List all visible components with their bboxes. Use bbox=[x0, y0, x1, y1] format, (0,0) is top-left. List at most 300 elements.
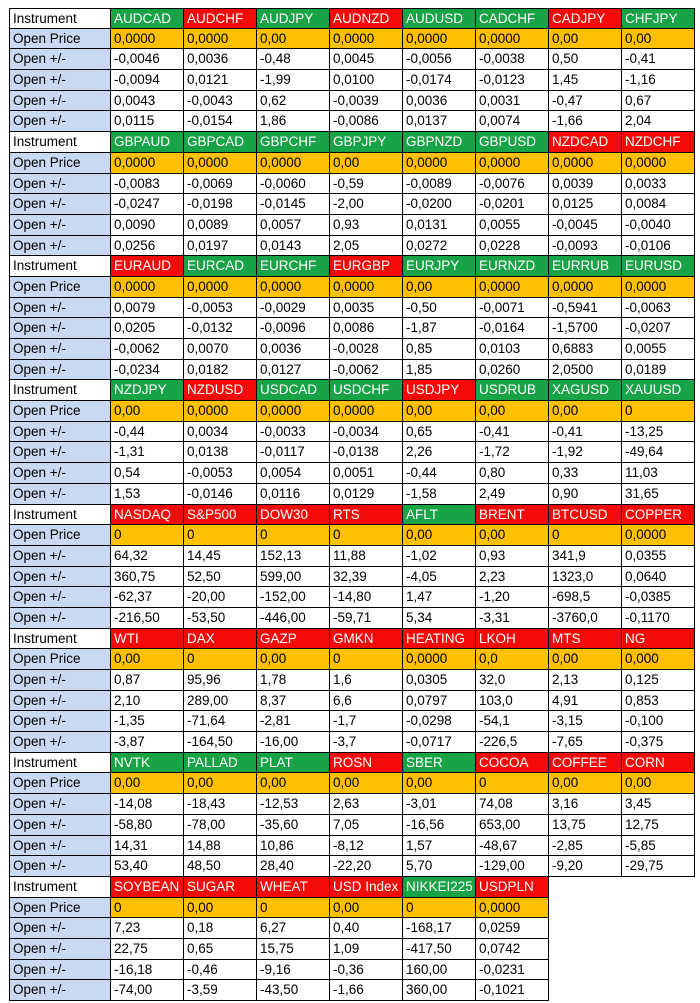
change-value: 360,00 bbox=[403, 980, 476, 1001]
change-label: Open +/- bbox=[9, 815, 111, 836]
change-value: -168,17 bbox=[403, 918, 476, 939]
change-value: -49,64 bbox=[622, 442, 695, 463]
change-value: 0,0355 bbox=[622, 546, 695, 567]
change-value: 0,0137 bbox=[403, 111, 476, 132]
change-label: Open +/- bbox=[9, 608, 111, 629]
change-label: Open +/- bbox=[9, 70, 111, 91]
open-price-value: 0,00 bbox=[257, 649, 330, 670]
open-price-value: 0,0000 bbox=[403, 29, 476, 50]
open-price-value: 0 bbox=[622, 401, 695, 422]
change-label: Open +/- bbox=[9, 236, 111, 257]
change-label: Open +/- bbox=[9, 546, 111, 567]
change-value: 1,45 bbox=[549, 70, 622, 91]
change-value: 14,88 bbox=[184, 836, 257, 857]
change-value: -446,00 bbox=[257, 608, 330, 629]
change-value: 0,0182 bbox=[184, 360, 257, 381]
change-label: Open +/- bbox=[9, 732, 111, 753]
instrument-label: Instrument bbox=[9, 380, 111, 401]
instrument-symbol: CADCHF bbox=[476, 8, 549, 29]
change-label: Open +/- bbox=[9, 442, 111, 463]
change-value: 0,0205 bbox=[111, 318, 184, 339]
instrument-symbol: GBPCHF bbox=[257, 132, 330, 153]
change-value: -0,0056 bbox=[403, 49, 476, 70]
change-value: -3760,0 bbox=[549, 608, 622, 629]
change-value: 103,0 bbox=[476, 691, 549, 712]
change-value: -0,0089 bbox=[403, 174, 476, 195]
change-value: -0,0106 bbox=[622, 236, 695, 257]
change-value: -0,375 bbox=[622, 732, 695, 753]
change-label: Open +/- bbox=[9, 484, 111, 505]
change-value: 0,80 bbox=[476, 463, 549, 484]
open-price-value: 0,0000 bbox=[184, 277, 257, 298]
instrument-label: Instrument bbox=[9, 505, 111, 526]
open-price-label: Open Price bbox=[9, 153, 111, 174]
change-value: -216,50 bbox=[111, 608, 184, 629]
change-value: -0,0117 bbox=[257, 442, 330, 463]
change-value: -14,80 bbox=[330, 587, 403, 608]
change-value: 15,75 bbox=[257, 939, 330, 960]
instrument-label: Instrument bbox=[9, 132, 111, 153]
change-label: Open +/- bbox=[9, 711, 111, 732]
change-value: 7,23 bbox=[111, 918, 184, 939]
change-label: Open +/- bbox=[9, 215, 111, 236]
instrument-symbol: CADJPY bbox=[549, 8, 622, 29]
change-value: -0,0062 bbox=[330, 360, 403, 381]
change-value: -4,05 bbox=[403, 567, 476, 588]
open-price-value: 0 bbox=[184, 525, 257, 546]
change-value: -0,0231 bbox=[476, 960, 549, 981]
change-value: 152,13 bbox=[257, 546, 330, 567]
change-value: 11,88 bbox=[330, 546, 403, 567]
open-price-value: 0,00 bbox=[403, 773, 476, 794]
change-value: -1,31 bbox=[111, 442, 184, 463]
change-value: -0,0201 bbox=[476, 194, 549, 215]
open-price-label: Open Price bbox=[9, 401, 111, 422]
change-value: -1,20 bbox=[476, 587, 549, 608]
change-value: -0,0207 bbox=[622, 318, 695, 339]
change-value: 0,0036 bbox=[403, 91, 476, 112]
change-value: -16,18 bbox=[111, 960, 184, 981]
change-value: 0,0259 bbox=[476, 918, 549, 939]
change-value: 1,78 bbox=[257, 670, 330, 691]
change-value: 64,32 bbox=[111, 546, 184, 567]
change-value: 341,9 bbox=[549, 546, 622, 567]
change-value: -0,0138 bbox=[330, 442, 403, 463]
change-value: 13,75 bbox=[549, 815, 622, 836]
instrument-symbol: USDCHF bbox=[330, 380, 403, 401]
instrument-symbol: COFFEE bbox=[549, 753, 622, 774]
open-price-value: 0,0000 bbox=[403, 649, 476, 670]
change-value: 7,05 bbox=[330, 815, 403, 836]
change-value: -1,72 bbox=[476, 442, 549, 463]
change-value: -0,0029 bbox=[257, 298, 330, 319]
change-value: -0,0069 bbox=[184, 174, 257, 195]
change-label: Open +/- bbox=[9, 856, 111, 877]
open-price-value: 0,00 bbox=[257, 773, 330, 794]
instrument-symbol: GMKN bbox=[330, 629, 403, 650]
change-label: Open +/- bbox=[9, 587, 111, 608]
instrument-symbol: CORN bbox=[622, 753, 695, 774]
open-price-value: 0,0000 bbox=[476, 898, 549, 919]
open-price-value: 0,00 bbox=[184, 898, 257, 919]
instrument-symbol: WHEAT bbox=[257, 877, 330, 898]
change-value: 10,86 bbox=[257, 836, 330, 857]
change-value: 2,63 bbox=[330, 794, 403, 815]
change-label: Open +/- bbox=[9, 111, 111, 132]
instrument-symbol: GAZP bbox=[257, 629, 330, 650]
open-price-value: 0,00 bbox=[111, 773, 184, 794]
change-value: 0,65 bbox=[184, 939, 257, 960]
change-value: 289,00 bbox=[184, 691, 257, 712]
open-price-value: 0,00 bbox=[549, 29, 622, 50]
change-value: 2,04 bbox=[622, 111, 695, 132]
open-price-value: 0,0000 bbox=[111, 277, 184, 298]
change-value: 74,08 bbox=[476, 794, 549, 815]
instrument-symbol: HEATING bbox=[403, 629, 476, 650]
change-value: -3,87 bbox=[111, 732, 184, 753]
change-value: -0,48 bbox=[257, 49, 330, 70]
change-value: 95,96 bbox=[184, 670, 257, 691]
change-value: -54,1 bbox=[476, 711, 549, 732]
change-value: -0,0385 bbox=[622, 587, 695, 608]
empty-cell bbox=[622, 960, 695, 981]
change-label: Open +/- bbox=[9, 463, 111, 484]
change-value: 0,0036 bbox=[184, 49, 257, 70]
change-value: 0,0305 bbox=[403, 670, 476, 691]
change-value: 1,57 bbox=[403, 836, 476, 857]
change-value: -0,0045 bbox=[549, 215, 622, 236]
instrument-symbol: NVTK bbox=[111, 753, 184, 774]
change-value: 0,0115 bbox=[111, 111, 184, 132]
change-label: Open +/- bbox=[9, 691, 111, 712]
instrument-symbol: PLAT bbox=[257, 753, 330, 774]
open-price-value: 0,0000 bbox=[111, 153, 184, 174]
change-value: -0,0039 bbox=[330, 91, 403, 112]
change-value: 0,0074 bbox=[476, 111, 549, 132]
instrument-symbol: WTI bbox=[111, 629, 184, 650]
open-price-value: 0,0000 bbox=[184, 401, 257, 422]
change-value: -226,5 bbox=[476, 732, 549, 753]
change-value: 0,0043 bbox=[111, 91, 184, 112]
change-value: 0,0131 bbox=[403, 215, 476, 236]
change-value: -9,20 bbox=[549, 856, 622, 877]
change-value: 160,00 bbox=[403, 960, 476, 981]
change-label: Open +/- bbox=[9, 49, 111, 70]
change-value: 3,45 bbox=[622, 794, 695, 815]
change-value: -9,16 bbox=[257, 960, 330, 981]
change-value: -0,0076 bbox=[476, 174, 549, 195]
open-price-value: 0,00 bbox=[622, 29, 695, 50]
instrument-symbol: NZDCAD bbox=[549, 132, 622, 153]
change-value: 0,93 bbox=[476, 546, 549, 567]
instrument-symbol: NZDCHF bbox=[622, 132, 695, 153]
instrument-symbol: XAUUSD bbox=[622, 380, 695, 401]
instrument-symbol: BTCUSD bbox=[549, 505, 622, 526]
change-value: 12,75 bbox=[622, 815, 695, 836]
change-value: 0,33 bbox=[549, 463, 622, 484]
change-value: 1,85 bbox=[403, 360, 476, 381]
change-value: 0,0054 bbox=[257, 463, 330, 484]
instrument-symbol: BRENT bbox=[476, 505, 549, 526]
change-value: 0,0079 bbox=[111, 298, 184, 319]
open-price-value: 0,00 bbox=[111, 649, 184, 670]
change-value: 0,0057 bbox=[257, 215, 330, 236]
change-value: -0,0083 bbox=[111, 174, 184, 195]
change-value: -1,02 bbox=[403, 546, 476, 567]
change-value: -78,00 bbox=[184, 815, 257, 836]
change-value: 0,0039 bbox=[549, 174, 622, 195]
instrument-symbol: USD Index bbox=[330, 877, 403, 898]
change-value: -0,5941 bbox=[549, 298, 622, 319]
change-value: -16,56 bbox=[403, 815, 476, 836]
open-price-label: Open Price bbox=[9, 277, 111, 298]
open-price-value: 0,0000 bbox=[476, 153, 549, 174]
change-value: 0,0086 bbox=[330, 318, 403, 339]
change-value: -59,71 bbox=[330, 608, 403, 629]
change-value: -0,0086 bbox=[330, 111, 403, 132]
open-price-value: 0,00 bbox=[330, 773, 403, 794]
open-price-label: Open Price bbox=[9, 649, 111, 670]
change-value: 1,53 bbox=[111, 484, 184, 505]
change-value: -3,59 bbox=[184, 980, 257, 1001]
change-label: Open +/- bbox=[9, 318, 111, 339]
change-value: -53,50 bbox=[184, 608, 257, 629]
change-value: 0,0129 bbox=[330, 484, 403, 505]
instrument-label: Instrument bbox=[9, 629, 111, 650]
empty-cell bbox=[549, 939, 622, 960]
change-label: Open +/- bbox=[9, 91, 111, 112]
change-label: Open +/- bbox=[9, 567, 111, 588]
open-price-value: 0,0000 bbox=[257, 153, 330, 174]
change-value: -0,0096 bbox=[257, 318, 330, 339]
open-price-value: 0 bbox=[184, 649, 257, 670]
change-value: -1,66 bbox=[330, 980, 403, 1001]
change-value: 0,0090 bbox=[111, 215, 184, 236]
change-value: -1,16 bbox=[622, 70, 695, 91]
change-value: 0,125 bbox=[622, 670, 695, 691]
instrument-symbol: S&P500 bbox=[184, 505, 257, 526]
change-value: -0,0040 bbox=[622, 215, 695, 236]
change-value: -0,0123 bbox=[476, 70, 549, 91]
change-value: -16,00 bbox=[257, 732, 330, 753]
change-value: 0,0116 bbox=[257, 484, 330, 505]
change-value: -1,5700 bbox=[549, 318, 622, 339]
change-value: -0,0053 bbox=[184, 463, 257, 484]
change-value: 0,0051 bbox=[330, 463, 403, 484]
open-price-value: 0 bbox=[257, 525, 330, 546]
change-value: -71,64 bbox=[184, 711, 257, 732]
open-price-value: 0,00 bbox=[403, 277, 476, 298]
change-value: 3,16 bbox=[549, 794, 622, 815]
change-value: 0,0055 bbox=[622, 339, 695, 360]
change-value: -0,0038 bbox=[476, 49, 549, 70]
change-value: 0,6883 bbox=[549, 339, 622, 360]
open-price-value: 0,00 bbox=[330, 153, 403, 174]
change-value: 0,0031 bbox=[476, 91, 549, 112]
instrument-symbol: SOYBEAN bbox=[111, 877, 184, 898]
open-price-value: 0,0000 bbox=[330, 29, 403, 50]
open-price-value: 0,00 bbox=[476, 401, 549, 422]
change-value: -1,92 bbox=[549, 442, 622, 463]
open-price-value: 0,00 bbox=[111, 401, 184, 422]
change-value: 0,0035 bbox=[330, 298, 403, 319]
instrument-symbol: AUDUSD bbox=[403, 8, 476, 29]
instrument-symbol: MTS bbox=[549, 629, 622, 650]
change-value: 1323,0 bbox=[549, 567, 622, 588]
change-value: 2,10 bbox=[111, 691, 184, 712]
change-value: 53,40 bbox=[111, 856, 184, 877]
change-value: 0,87 bbox=[111, 670, 184, 691]
change-label: Open +/- bbox=[9, 174, 111, 195]
change-value: 0,0033 bbox=[622, 174, 695, 195]
change-value: 0,54 bbox=[111, 463, 184, 484]
change-value: -1,87 bbox=[403, 318, 476, 339]
open-price-value: 0 bbox=[476, 773, 549, 794]
change-value: -698,5 bbox=[549, 587, 622, 608]
change-value: -0,0060 bbox=[257, 174, 330, 195]
change-value: 1,86 bbox=[257, 111, 330, 132]
open-price-value: 0 bbox=[403, 898, 476, 919]
open-price-value: 0,00 bbox=[257, 29, 330, 50]
open-price-value: 0 bbox=[111, 525, 184, 546]
change-value: -0,41 bbox=[476, 422, 549, 443]
change-value: 8,37 bbox=[257, 691, 330, 712]
change-value: -8,12 bbox=[330, 836, 403, 857]
change-value: -1,66 bbox=[549, 111, 622, 132]
change-value: 0,0197 bbox=[184, 236, 257, 257]
open-price-value: 0,0000 bbox=[257, 401, 330, 422]
instrument-symbol: EURCHF bbox=[257, 256, 330, 277]
change-value: -7,65 bbox=[549, 732, 622, 753]
change-value: 360,75 bbox=[111, 567, 184, 588]
instrument-label: Instrument bbox=[9, 256, 111, 277]
instrument-symbol: EURUSD bbox=[622, 256, 695, 277]
change-value: 0,0089 bbox=[184, 215, 257, 236]
change-value: 0,85 bbox=[403, 339, 476, 360]
change-value: 0,0797 bbox=[403, 691, 476, 712]
change-label: Open +/- bbox=[9, 339, 111, 360]
instrument-symbol: GBPCAD bbox=[184, 132, 257, 153]
change-value: 31,65 bbox=[622, 484, 695, 505]
change-value: 4,91 bbox=[549, 691, 622, 712]
instrument-symbol: EURCAD bbox=[184, 256, 257, 277]
change-value: -35,60 bbox=[257, 815, 330, 836]
instrument-symbol: GBPJPY bbox=[330, 132, 403, 153]
change-value: -0,0062 bbox=[111, 339, 184, 360]
empty-cell bbox=[549, 980, 622, 1001]
change-value: -0,0034 bbox=[330, 422, 403, 443]
change-value: -0,46 bbox=[184, 960, 257, 981]
instrument-label: Instrument bbox=[9, 877, 111, 898]
open-price-value: 0,0000 bbox=[476, 29, 549, 50]
open-price-value: 0,0000 bbox=[549, 277, 622, 298]
change-value: 0,0125 bbox=[549, 194, 622, 215]
instruments-table bbox=[9, 8, 695, 1001]
change-value: -152,00 bbox=[257, 587, 330, 608]
instrument-label: Instrument bbox=[9, 753, 111, 774]
change-value: -12,53 bbox=[257, 794, 330, 815]
change-value: 6,6 bbox=[330, 691, 403, 712]
change-value: -0,0028 bbox=[330, 339, 403, 360]
change-label: Open +/- bbox=[9, 980, 111, 1001]
instrument-symbol: GBPUSD bbox=[476, 132, 549, 153]
change-value: -3,7 bbox=[330, 732, 403, 753]
instrument-symbol: NASDAQ bbox=[111, 505, 184, 526]
open-price-value: 0,00 bbox=[403, 401, 476, 422]
change-value: -0,0174 bbox=[403, 70, 476, 91]
open-price-value: 0,0000 bbox=[622, 525, 695, 546]
instrument-symbol: ROSN bbox=[330, 753, 403, 774]
change-value: -58,80 bbox=[111, 815, 184, 836]
open-price-value: 0,00 bbox=[549, 773, 622, 794]
change-value: 653,00 bbox=[476, 815, 549, 836]
instrument-symbol: COPPER bbox=[622, 505, 695, 526]
change-value: -129,00 bbox=[476, 856, 549, 877]
change-value: 0,62 bbox=[257, 91, 330, 112]
change-value: -0,41 bbox=[622, 49, 695, 70]
change-value: -74,00 bbox=[111, 980, 184, 1001]
change-value: 52,50 bbox=[184, 567, 257, 588]
change-value: 0,0143 bbox=[257, 236, 330, 257]
instrument-symbol: GBPAUD bbox=[111, 132, 184, 153]
change-value: -0,0053 bbox=[184, 298, 257, 319]
change-value: 0,93 bbox=[330, 215, 403, 236]
instrument-symbol: DAX bbox=[184, 629, 257, 650]
instrument-symbol: AUDCAD bbox=[111, 8, 184, 29]
empty-cell bbox=[622, 918, 695, 939]
change-value: -18,43 bbox=[184, 794, 257, 815]
change-value: -3,01 bbox=[403, 794, 476, 815]
instrument-symbol: LKOH bbox=[476, 629, 549, 650]
change-value: 14,31 bbox=[111, 836, 184, 857]
change-value: -0,44 bbox=[111, 422, 184, 443]
change-value: -3,15 bbox=[549, 711, 622, 732]
change-value: 0,90 bbox=[549, 484, 622, 505]
open-price-value: 0,0000 bbox=[549, 153, 622, 174]
change-value: -0,0247 bbox=[111, 194, 184, 215]
change-value: 2,05 bbox=[330, 236, 403, 257]
open-price-value: 0,00 bbox=[184, 773, 257, 794]
instrument-symbol: XAGUSD bbox=[549, 380, 622, 401]
change-value: 22,75 bbox=[111, 939, 184, 960]
open-price-label: Open Price bbox=[9, 773, 111, 794]
change-value: 0,67 bbox=[622, 91, 695, 112]
empty-cell bbox=[549, 918, 622, 939]
change-value: 0,0272 bbox=[403, 236, 476, 257]
change-value: 599,00 bbox=[257, 567, 330, 588]
change-value: -13,25 bbox=[622, 422, 695, 443]
change-value: 5,34 bbox=[403, 608, 476, 629]
change-value: -0,0234 bbox=[111, 360, 184, 381]
change-value: -0,0145 bbox=[257, 194, 330, 215]
instrument-symbol: CHFJPY bbox=[622, 8, 695, 29]
open-price-value: 0,0000 bbox=[330, 277, 403, 298]
instrument-symbol: EURGBP bbox=[330, 256, 403, 277]
change-value: -0,0033 bbox=[257, 422, 330, 443]
change-value: -0,44 bbox=[403, 463, 476, 484]
open-price-value: 0,0000 bbox=[330, 401, 403, 422]
instrument-symbol: AUDJPY bbox=[257, 8, 330, 29]
change-value: -0,0071 bbox=[476, 298, 549, 319]
instrument-symbol: EURNZD bbox=[476, 256, 549, 277]
change-value: 0,0055 bbox=[476, 215, 549, 236]
empty-cell bbox=[622, 898, 695, 919]
change-label: Open +/- bbox=[9, 670, 111, 691]
change-value: -0,100 bbox=[622, 711, 695, 732]
change-value: -0,0298 bbox=[403, 711, 476, 732]
empty-cell bbox=[549, 960, 622, 981]
open-price-value: 0,00 bbox=[476, 525, 549, 546]
